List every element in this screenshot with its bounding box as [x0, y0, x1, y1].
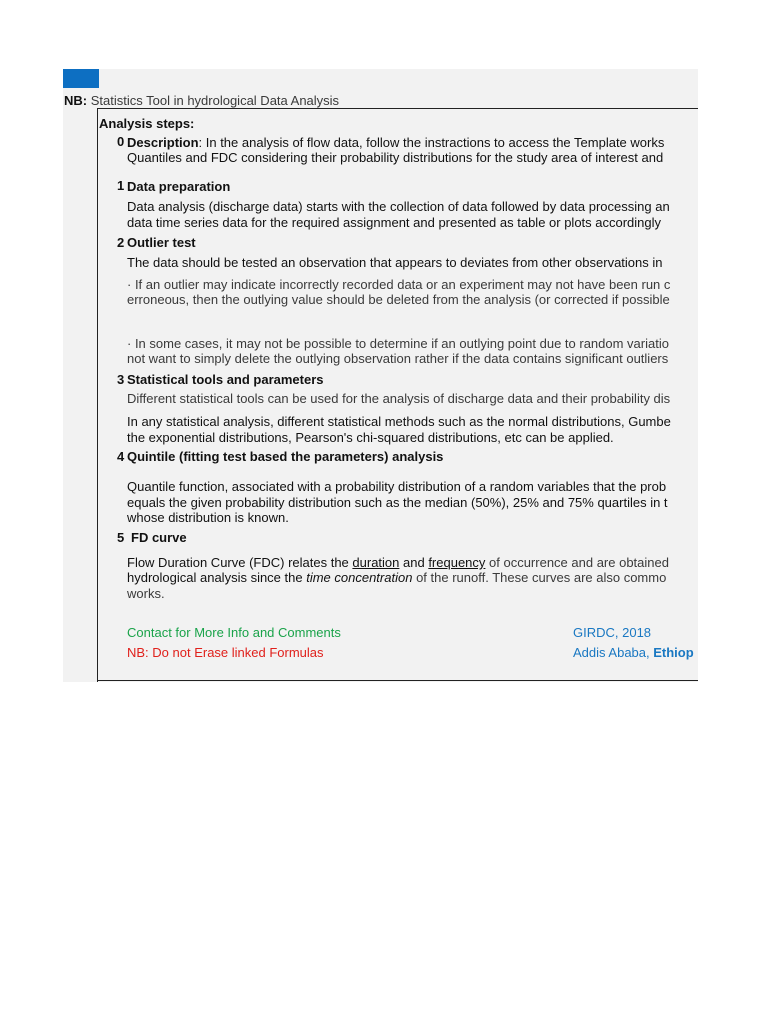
step-0-line-1: [127, 135, 664, 150]
step-2-number: 2: [117, 235, 125, 250]
formula-warning: NB: Do not Erase linked Formulas: [127, 645, 324, 660]
step-1-line-1: Data analysis (discharge data) starts with the collection of data followed by data processing an: [127, 199, 670, 214]
org-year: GIRDC, 2018: [573, 625, 652, 640]
left-border: [97, 108, 98, 682]
step-2-title: Outlier test: [127, 235, 196, 250]
step-3-number: 3: [117, 372, 125, 387]
step-1-number: 1: [117, 178, 125, 193]
step-2-bullet-2-line-1: · In some cases, it may not be possible to determine if an outlying point due to random variatio: [127, 336, 669, 351]
analysis-steps-heading: Analysis steps:: [99, 116, 195, 131]
spreadsheet-sheet: [63, 69, 698, 682]
nb-label: NB:: [64, 93, 88, 108]
page-title: Statistics Tool in hydrological Data Analysis: [90, 93, 340, 108]
step-5-number: 5: [117, 530, 125, 545]
step-4-line-1: Quantile function, associated with a probability distribution of a random variables that the prob: [127, 479, 667, 494]
duration-term: duration: [352, 555, 400, 570]
location-country: Ethiop: [653, 645, 694, 660]
step-4-number: 4: [117, 449, 125, 464]
step-4-line-2: equals the given probability distribution such as the median (50%), 25% and 75% quartiles in t: [127, 495, 668, 510]
step-2-line-1: The data should be tested an observation that appears to deviates from other observations in: [127, 255, 663, 270]
step-5-line-2: [127, 570, 666, 585]
bottom-border: [97, 680, 698, 681]
step-0-number: 0: [117, 134, 125, 149]
step-1-line-2: data time series data for the required assignment and presented as table or plots accordingly: [127, 215, 662, 230]
color-block: [63, 69, 99, 88]
step-2-bullet-1-line-2: erroneous, then the outlying value should be deleted from the analysis (or corrected if possible: [127, 292, 670, 307]
step-3-line-3: the exponential distributions, Pearson's chi-squared distributions, etc can be applied.: [127, 430, 614, 445]
step-0-text-1: : In the analysis of flow data, follow the instractions to access the Template works: [198, 135, 665, 150]
step-4-line-3: whose distribution is known.: [127, 510, 289, 525]
location: [573, 645, 694, 660]
step-5-text-1c: and: [399, 555, 429, 570]
step-5-text-2c: of the runoff. These curves are also commo: [412, 570, 667, 585]
step-5-text-1e: of occurrence and are obtained: [485, 555, 669, 570]
step-3-line-2: In any statistical analysis, different statistical methods such as the normal distributions, Gumbe: [127, 414, 671, 429]
top-border: [97, 108, 698, 109]
step-0-title: Description: [127, 135, 199, 150]
location-city: Addis Ababa,: [573, 645, 654, 660]
header-line: [64, 93, 339, 108]
step-0-line-2: Quantiles and FDC considering their probability distributions for the study area of interest and: [127, 150, 664, 165]
step-3-line-1: Different statistical tools can be used for the analysis of discharge data and their probability dis: [127, 391, 671, 406]
step-2-bullet-2-line-2: not want to simply delete the outlying observation rather if the data contains significant outliers: [127, 351, 669, 366]
step-4-title: Quintile (fitting test based the parameters) analysis: [127, 449, 444, 464]
step-5-text-1a: Flow Duration Curve (FDC) relates the: [127, 555, 353, 570]
contact-link[interactable]: Contact for More Info and Comments: [127, 625, 341, 640]
step-5-text-2a: hydrological analysis since the: [127, 570, 307, 585]
step-1-title: Data preparation: [127, 179, 231, 194]
step-2-bullet-1-line-1: · If an outlier may indicate incorrectly recorded data or an experiment may not have been run c: [127, 277, 671, 292]
step-3-title: Statistical tools and parameters: [127, 372, 324, 387]
step-5-line-3: works.: [127, 586, 165, 601]
step-5-title: FD curve: [131, 530, 187, 545]
step-5-line-1: [127, 555, 669, 570]
frequency-term: frequency: [428, 555, 486, 570]
time-concentration-term: time concentration: [306, 570, 413, 585]
